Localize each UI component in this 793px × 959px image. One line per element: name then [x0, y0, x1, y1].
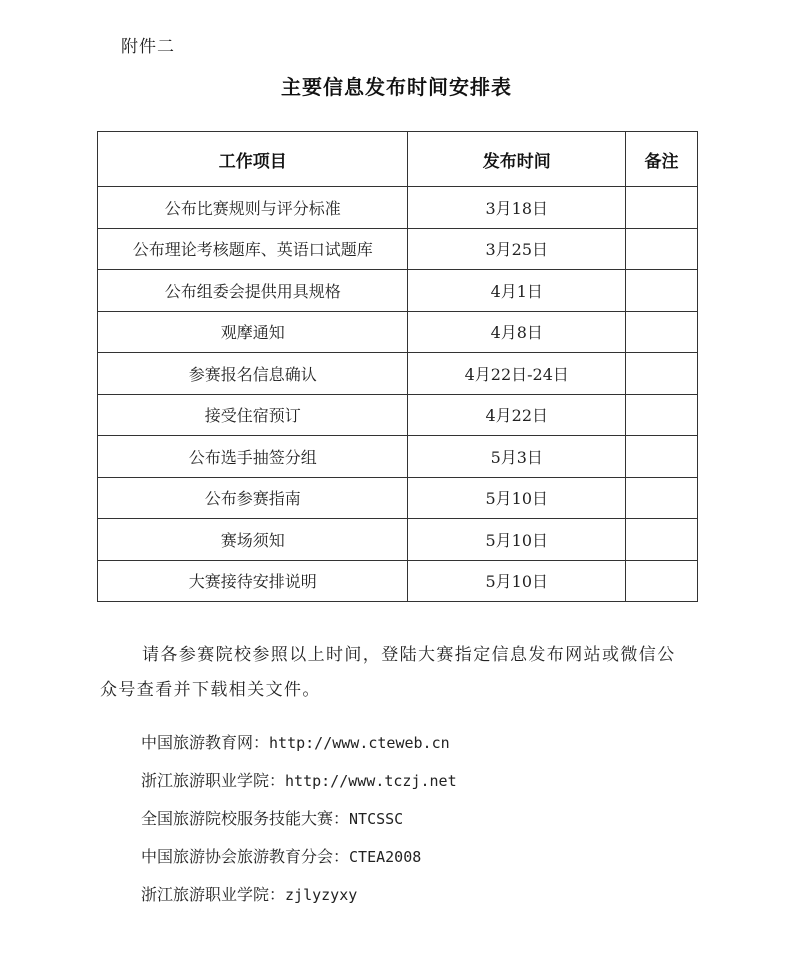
header-release-time: 发布时间	[408, 132, 626, 187]
table-row	[98, 436, 698, 478]
table-row	[98, 519, 698, 561]
cell-date: 4月22日-24日	[408, 353, 626, 395]
cell-item: 接受住宿预订	[98, 394, 408, 436]
table-row	[98, 353, 698, 395]
cell-note	[626, 353, 698, 395]
link-label: 全国旅游院校服务技能大赛：	[141, 809, 350, 828]
cell-item: 大赛接待安排说明	[98, 560, 408, 602]
cell-date: 5月10日	[408, 477, 626, 519]
cell-date: 5月3日	[408, 436, 626, 478]
cell-item: 参赛报名信息确认	[98, 353, 408, 395]
instruction-paragraph: 请各参赛院校参照以上时间，登陆大赛指定信息发布网站或微信公众号查看并下载相关文件。	[100, 645, 676, 700]
link-value: zjlyzyxy	[285, 886, 358, 904]
cell-note	[626, 187, 698, 229]
cell-date: 4月1日	[408, 270, 626, 312]
cell-date: 5月10日	[408, 519, 626, 561]
link-label: 中国旅游协会旅游教育分会：	[141, 847, 350, 866]
schedule-table	[97, 131, 698, 602]
cell-note	[626, 477, 698, 519]
link-item-cteweb	[141, 724, 457, 762]
cell-note	[626, 560, 698, 602]
cell-item: 公布比赛规则与评分标准	[98, 187, 408, 229]
table-row	[98, 560, 698, 602]
cell-note	[626, 519, 698, 561]
link-item-zjlyzyxy	[141, 876, 457, 914]
header-work-item: 工作项目	[98, 132, 408, 187]
link-list	[141, 724, 457, 914]
cell-date: 3月18日	[408, 187, 626, 229]
link-item-ctea	[141, 838, 457, 876]
link-item-ntcssc	[141, 800, 457, 838]
link-value: CTEA2008	[349, 848, 422, 866]
link-value[interactable]: http://www.cteweb.cn	[269, 734, 450, 752]
cell-item: 公布组委会提供用具规格	[98, 270, 408, 312]
cell-item: 赛场须知	[98, 519, 408, 561]
cell-note	[626, 311, 698, 353]
header-remarks: 备注	[626, 132, 698, 187]
cell-date: 4月22日	[408, 394, 626, 436]
cell-item: 公布理论考核题库、英语口试题库	[98, 228, 408, 270]
table-row	[98, 477, 698, 519]
cell-item: 观摩通知	[98, 311, 408, 353]
table-row	[98, 228, 698, 270]
link-label: 中国旅游教育网：	[141, 733, 270, 752]
cell-item: 公布选手抽签分组	[98, 436, 408, 478]
cell-item: 公布参赛指南	[98, 477, 408, 519]
table-header-row	[98, 132, 698, 187]
table-row	[98, 270, 698, 312]
table-row	[98, 187, 698, 229]
page-title: 主要信息发布时间安排表	[281, 75, 512, 99]
cell-note	[626, 436, 698, 478]
link-item-tczj	[141, 762, 457, 800]
table-row	[98, 394, 698, 436]
table-row	[98, 311, 698, 353]
link-value[interactable]: http://www.tczj.net	[285, 772, 457, 790]
link-label: 浙江旅游职业学院：	[141, 771, 286, 790]
cell-note	[626, 270, 698, 312]
cell-note	[626, 394, 698, 436]
cell-note	[626, 228, 698, 270]
attachment-label: 附件二	[121, 37, 175, 57]
cell-date: 4月8日	[408, 311, 626, 353]
cell-date: 5月10日	[408, 560, 626, 602]
link-value: NTCSSC	[349, 810, 404, 828]
link-label: 浙江旅游职业学院：	[141, 885, 286, 904]
cell-date: 3月25日	[408, 228, 626, 270]
